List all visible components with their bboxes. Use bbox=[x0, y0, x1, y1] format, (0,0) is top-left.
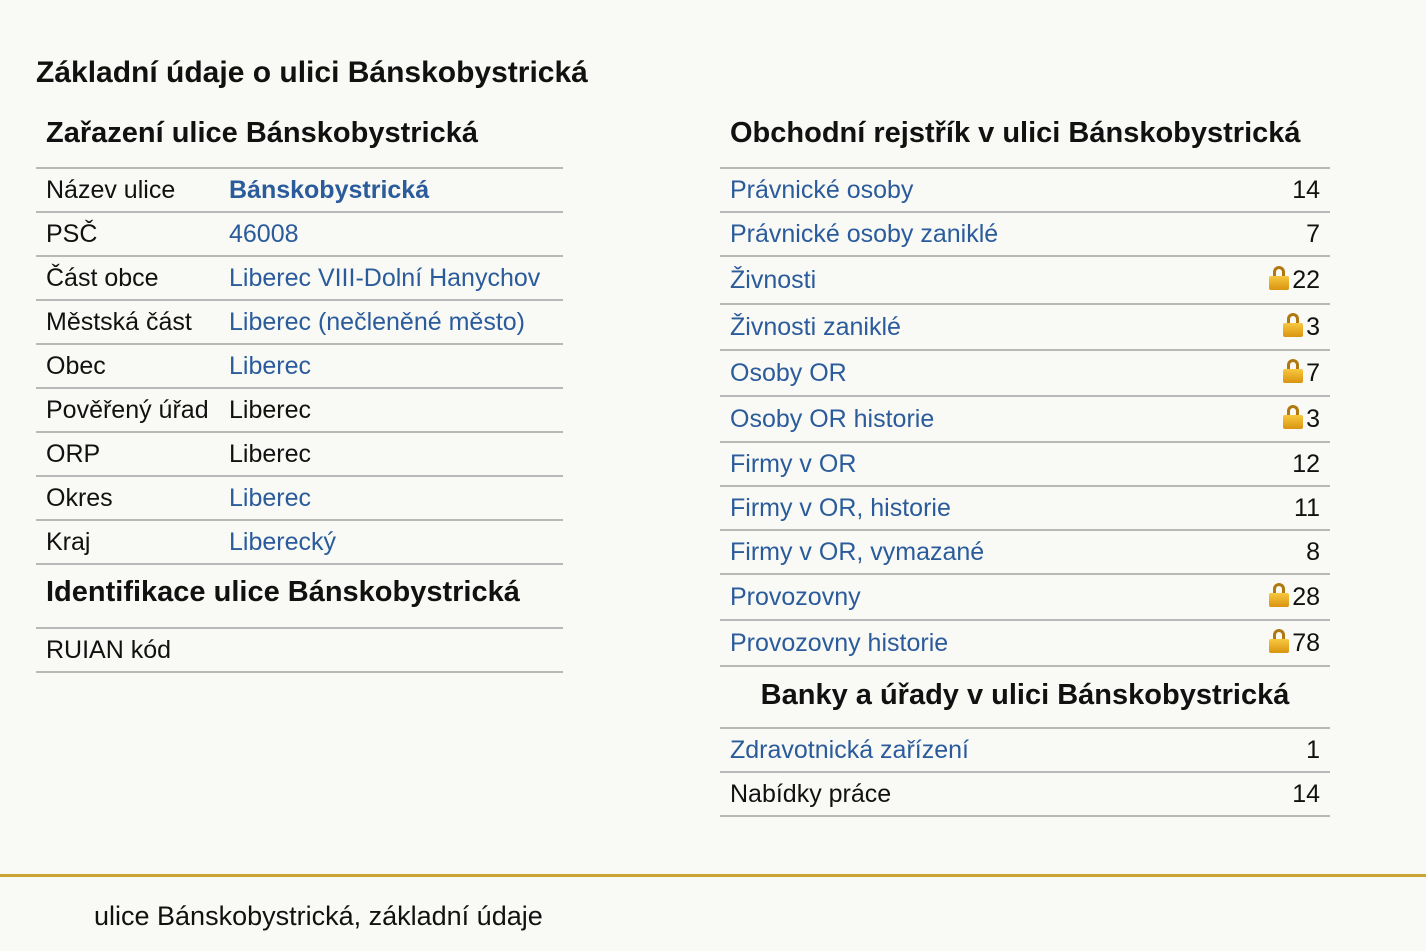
table-row bbox=[36, 476, 563, 520]
business-register-heading: Obchodní rejstřík v ulici Bánskobystrická bbox=[730, 117, 1301, 149]
footer bbox=[0, 874, 1426, 951]
persons-or-link[interactable]: Osoby OR bbox=[720, 350, 1210, 396]
municipality-part-link[interactable]: Liberec VIII-Dolní Hanychov bbox=[219, 256, 563, 300]
row-label: Pověřený úřad bbox=[36, 388, 219, 432]
lock-icon bbox=[1269, 629, 1289, 653]
ruian-code-value bbox=[219, 628, 563, 672]
orp-value: Liberec bbox=[219, 432, 563, 476]
banks-offices-heading: Banky a úřady v ulici Bánskobystrická bbox=[760, 679, 1290, 711]
table-row bbox=[720, 168, 1330, 212]
lock-icon bbox=[1283, 405, 1303, 429]
classification-section bbox=[36, 115, 563, 673]
trades-link[interactable]: Živnosti bbox=[720, 256, 1210, 304]
row-count: 11 bbox=[1210, 486, 1330, 530]
row-label: Název ulice bbox=[36, 168, 219, 212]
table-row bbox=[36, 628, 563, 672]
row-label: Městská část bbox=[36, 300, 219, 344]
lock-icon bbox=[1269, 266, 1289, 290]
classification-table bbox=[36, 167, 563, 565]
business-register-table bbox=[720, 167, 1330, 667]
business-register-section bbox=[720, 115, 1330, 817]
authorized-office-value: Liberec bbox=[219, 388, 563, 432]
region-link[interactable]: Liberecký bbox=[219, 520, 563, 564]
row-count: 14 bbox=[1210, 168, 1330, 212]
row-count: 7 bbox=[1306, 359, 1320, 387]
page-title: Základní údaje o ulici Bánskobystrická bbox=[36, 56, 588, 89]
table-row bbox=[36, 432, 563, 476]
row-count-cell bbox=[1210, 256, 1330, 304]
classification-heading: Zařazení ulice Bánskobystrická bbox=[46, 117, 478, 149]
table-row bbox=[36, 388, 563, 432]
firms-or-deleted-link[interactable]: Firmy v OR, vymazané bbox=[720, 530, 1210, 574]
row-count: 7 bbox=[1210, 212, 1330, 256]
persons-or-history-link[interactable]: Osoby OR historie bbox=[720, 396, 1210, 442]
lock-icon bbox=[1283, 313, 1303, 337]
banks-offices-table bbox=[720, 727, 1330, 817]
row-label: Část obce bbox=[36, 256, 219, 300]
table-row bbox=[720, 304, 1330, 350]
row-count: 28 bbox=[1292, 583, 1320, 611]
table-row bbox=[36, 168, 563, 212]
firms-or-history-link[interactable]: Firmy v OR, historie bbox=[720, 486, 1210, 530]
table-row bbox=[720, 530, 1330, 574]
row-count-cell bbox=[1210, 350, 1330, 396]
identification-heading: Identifikace ulice Bánskobystrická bbox=[46, 576, 520, 608]
table-row bbox=[720, 574, 1330, 620]
job-offers-label: Nabídky práce bbox=[720, 772, 1235, 816]
row-count-cell bbox=[1210, 574, 1330, 620]
row-label: RUIAN kód bbox=[36, 628, 219, 672]
table-row bbox=[720, 772, 1330, 816]
table-row bbox=[36, 256, 563, 300]
row-count: 14 bbox=[1235, 772, 1330, 816]
table-row bbox=[720, 212, 1330, 256]
row-count: 3 bbox=[1306, 313, 1320, 341]
row-label: PSČ bbox=[36, 212, 219, 256]
row-count: 78 bbox=[1292, 629, 1320, 657]
postal-code-link[interactable]: 46008 bbox=[219, 212, 563, 256]
row-count: 12 bbox=[1210, 442, 1330, 486]
row-count: 1 bbox=[1235, 728, 1330, 772]
table-row bbox=[36, 300, 563, 344]
row-label: Okres bbox=[36, 476, 219, 520]
row-label: Kraj bbox=[36, 520, 219, 564]
firms-or-link[interactable]: Firmy v OR bbox=[720, 442, 1210, 486]
table-row bbox=[720, 728, 1330, 772]
table-row bbox=[720, 396, 1330, 442]
trades-defunct-link[interactable]: Živnosti zaniklé bbox=[720, 304, 1210, 350]
table-row bbox=[720, 256, 1330, 304]
district-link[interactable]: Liberec bbox=[219, 476, 563, 520]
table-row bbox=[720, 620, 1330, 666]
identification-table bbox=[36, 627, 563, 673]
row-label: ORP bbox=[36, 432, 219, 476]
healthcare-facilities-link[interactable]: Zdravotnická zařízení bbox=[720, 728, 1235, 772]
premises-history-link[interactable]: Provozovny historie bbox=[720, 620, 1210, 666]
row-count: 22 bbox=[1292, 266, 1320, 294]
row-count-cell bbox=[1210, 620, 1330, 666]
table-row bbox=[36, 344, 563, 388]
lock-icon bbox=[1283, 359, 1303, 383]
lock-icon bbox=[1269, 583, 1289, 607]
city-district-link[interactable]: Liberec (nečleněné město) bbox=[219, 300, 563, 344]
row-count-cell bbox=[1210, 396, 1330, 442]
legal-entities-defunct-link[interactable]: Právnické osoby zaniklé bbox=[720, 212, 1210, 256]
table-row bbox=[720, 442, 1330, 486]
table-row bbox=[720, 486, 1330, 530]
row-count-cell bbox=[1210, 304, 1330, 350]
row-count: 8 bbox=[1210, 530, 1330, 574]
municipality-link[interactable]: Liberec bbox=[219, 344, 563, 388]
row-count: 3 bbox=[1306, 405, 1320, 433]
premises-link[interactable]: Provozovny bbox=[720, 574, 1210, 620]
footer-text: ulice Bánskobystrická, základní údaje bbox=[94, 901, 543, 931]
table-row bbox=[36, 520, 563, 564]
table-row bbox=[720, 350, 1330, 396]
street-name-link[interactable]: Bánskobystrická bbox=[219, 168, 563, 212]
row-label: Obec bbox=[36, 344, 219, 388]
table-row bbox=[36, 212, 563, 256]
legal-entities-link[interactable]: Právnické osoby bbox=[720, 168, 1210, 212]
